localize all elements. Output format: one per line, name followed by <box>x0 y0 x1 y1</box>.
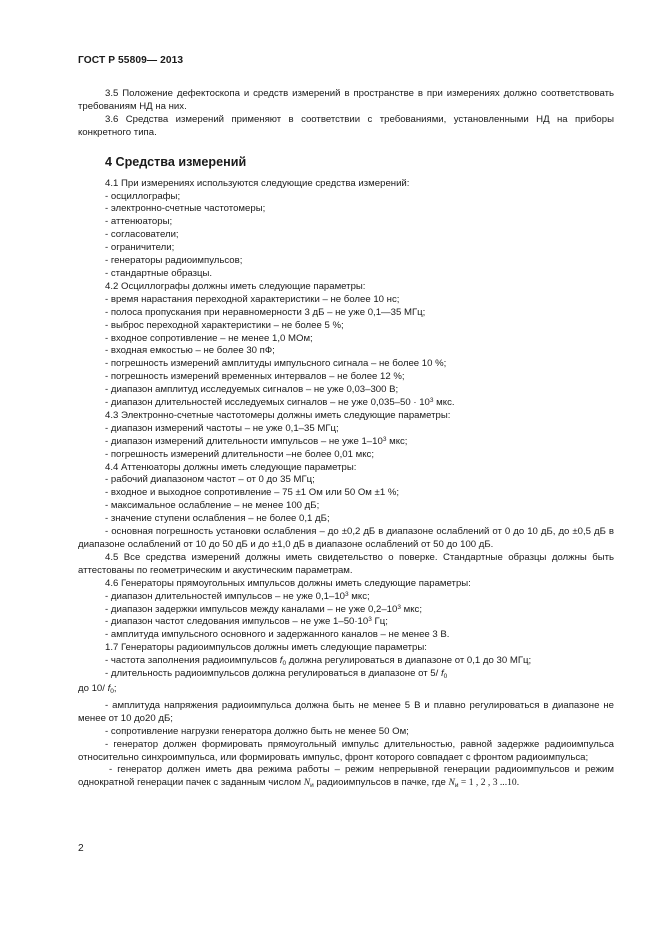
list-item: - диапазон измерений частоты – не уже 0,1–35 МГц; <box>105 422 339 434</box>
list-item: - амплитуда напряжения радиоимпульса должна быть не менее 5 В и плавно регулироваться в диапазоне не менее от 10 до20 дБ; <box>78 699 614 724</box>
list-item: - входная емкостью – не более 30 пФ; <box>105 345 275 357</box>
math-variable: N <box>448 777 455 789</box>
list-item <box>78 764 614 790</box>
paragraph-4-3: 4.3 Электронно-счетные частотомеры должны иметь следующие параметры: <box>105 409 451 421</box>
text-fragment: Гц; <box>371 616 388 628</box>
list-item-continuation <box>78 683 614 696</box>
list-item: - значение ступени ослабления – не более 0,1 дБ; <box>105 513 330 525</box>
list-item <box>105 668 614 681</box>
section-number: 4 <box>105 154 113 169</box>
list-item <box>105 604 614 617</box>
list-item: - погрешность измерений амплитуды импульсного сигнала – не более 10 %; <box>105 358 447 370</box>
superscript: 3 <box>345 590 349 598</box>
superscript: 3 <box>397 603 401 611</box>
math-variable: N <box>303 777 311 789</box>
text-fragment: - диапазон измерений длительности импульсов – не уже 1–10 <box>105 435 383 447</box>
document-header: ГОСТ Р 55809— 2013 <box>78 55 184 66</box>
math-variable: f <box>107 682 111 694</box>
text-fragment: - генератор должен иметь два режима работы – режим непрерывной генерации радиоимпульсов и режим однократной генерации пачек с заданным числом <box>78 764 614 789</box>
list-item: - рабочий диапазоном частот – от 0 до 35 МГц; <box>105 474 315 486</box>
superscript: 3 <box>382 435 387 443</box>
list-item: - диапазон амплитуд исследуемых сигналов – не уже 0,03–300 В; <box>105 384 399 396</box>
text-fragment: - диапазон задержки импульсов между каналами – не уже 0,2–10 <box>105 603 398 615</box>
list-item: - выброс переходной характеристики – не более 5 %; <box>105 319 344 331</box>
list-item: - ограничители; <box>105 242 175 254</box>
list-item: - входное и выходное сопротивление – 75 ±1 Ом или 50 Ом ±1 %; <box>105 487 400 499</box>
section-4-6-list <box>78 578 614 681</box>
subscript: 0 <box>443 673 448 681</box>
text-fragment: - длительность радиоимпульсов должна регулироваться в диапазоне от 5/ <box>105 668 441 680</box>
subscript: и <box>310 782 314 790</box>
paragraph-4-6: 4.6 Генераторы прямоугольных импульсов должны иметь следующие параметры: <box>105 577 471 589</box>
list-item <box>105 436 614 449</box>
text-fragment: должна регулироваться в диапазоне от 0,1 до 30 МГц; <box>286 655 532 667</box>
section-title: Средства измерений <box>115 154 247 169</box>
list-item: - аттенюаторы; <box>105 216 173 228</box>
section-4-heading <box>78 153 614 171</box>
subscript: 0 <box>282 660 287 668</box>
text-fragment: мкс. <box>433 397 455 409</box>
list-item: - входное сопротивление – не менее 1,0 МОм; <box>105 332 313 344</box>
list-item: - сопротивление нагрузки генератора должно быть не менее 50 Ом; <box>105 725 409 737</box>
list-item: - погрешность измерений длительности –не более 0,01 мкс; <box>105 448 374 460</box>
text-fragment: мкс; <box>386 435 408 447</box>
superscript: 3 <box>429 397 434 405</box>
list-item: - основная погрешность установки ослабления – до ±0,2 дБ в диапазоне ослаблений от 0 до 10 дБ, до ±0,5 дБ в диапазоне ослаблений от 10 до 50 дБ и до ±1,0 дБ в диапазоне ослаблений от 50 до 100 дБ. <box>78 526 614 550</box>
list-item: - полоса пропускания при неравномерности 3 дБ – не уже 0,1—35 МГц; <box>105 306 426 318</box>
list-item: - согласователи; <box>105 229 179 241</box>
subscript: и <box>454 782 459 790</box>
paragraph-4-2: 4.2 Осциллографы должны иметь следующие параметры: <box>105 280 366 292</box>
paragraph-1-7: 1.7 Генераторы радиоимпульсов должны иметь следующие параметры: <box>105 642 427 654</box>
text-fragment: - диапазон частот следования импульсов – не уже 1–50·10 <box>105 616 369 628</box>
list-item <box>105 591 614 604</box>
list-item: - максимальное ослабление – не менее 100 дБ; <box>105 500 320 512</box>
list-item: - генератор должен формировать прямоугольный импульс длительностью, равной задержке радиоимпульса относительно синхроимпульса, или формировать импульс, фронт которого совпадает с фронтом радиоимпульса; <box>78 738 614 763</box>
list-item: - электронно-счетные частотомеры; <box>105 203 266 215</box>
paragraph-3-5: 3.5 Положение дефектоскопа и средств измерений в пространстве в при измерениях должно соответствовать требованиям НД на них. <box>78 88 614 112</box>
list-item <box>105 397 614 410</box>
list-item: - осциллографы; <box>105 190 181 202</box>
text-fragment: радиоимпульсов в пачке, где <box>313 777 449 789</box>
list-item <box>105 655 614 668</box>
text-fragment: - диапазон длительностей исследуемых сигналов – не уже 0,035–50 · 10 <box>105 397 430 409</box>
math-variable: f <box>440 668 444 680</box>
math-variable: f <box>279 655 283 667</box>
list-item: - время нарастания переходной характеристики – не более 10 нс; <box>105 293 400 305</box>
text-fragment: - диапазон длительностей импульсов – не уже 0,1–10 <box>105 590 345 602</box>
list-item: - стандартные образцы. <box>105 267 213 279</box>
text-fragment: мкс; <box>348 590 370 602</box>
document-body <box>78 88 614 790</box>
list-item: - генераторы радиоимпульсов; <box>105 255 243 267</box>
math-equation: = 1 , 2 , 3 ...10. <box>458 777 520 789</box>
paragraph-4-1: 4.1 При измерениях используются следующие средства измерений: <box>105 177 410 189</box>
subscript: 0 <box>110 687 114 695</box>
list-item: - амплитуда импульсного основного и задержанного каналов – не менее 3 В. <box>105 629 450 641</box>
text-fragment: - частота заполнения радиоимпульсов <box>105 655 280 667</box>
text-fragment: ; <box>113 682 117 694</box>
list-item: - погрешность измерений временных интервалов – не более 12 %; <box>105 371 405 383</box>
paragraph-4-5: 4.5 Все средства измерений должны иметь свидетельство о поверке. Стандартные образцы должны быть аттестованы по геометрическим и акустическим параметрам. <box>78 551 614 576</box>
list-item <box>105 616 614 629</box>
text-fragment: мкс; <box>400 603 422 615</box>
page-number: 2 <box>78 843 84 854</box>
paragraph-4-4: 4.4 Аттенюаторы должны иметь следующие параметры: <box>105 461 357 473</box>
paragraph-3-6: 3.6 Средства измерений применяют в соответствии с требованиями, установленными НД на приборы конкретного типа. <box>78 113 614 138</box>
text-fragment: до 10/ <box>78 682 108 694</box>
superscript: 3 <box>368 616 372 624</box>
section-4-list <box>78 178 614 526</box>
